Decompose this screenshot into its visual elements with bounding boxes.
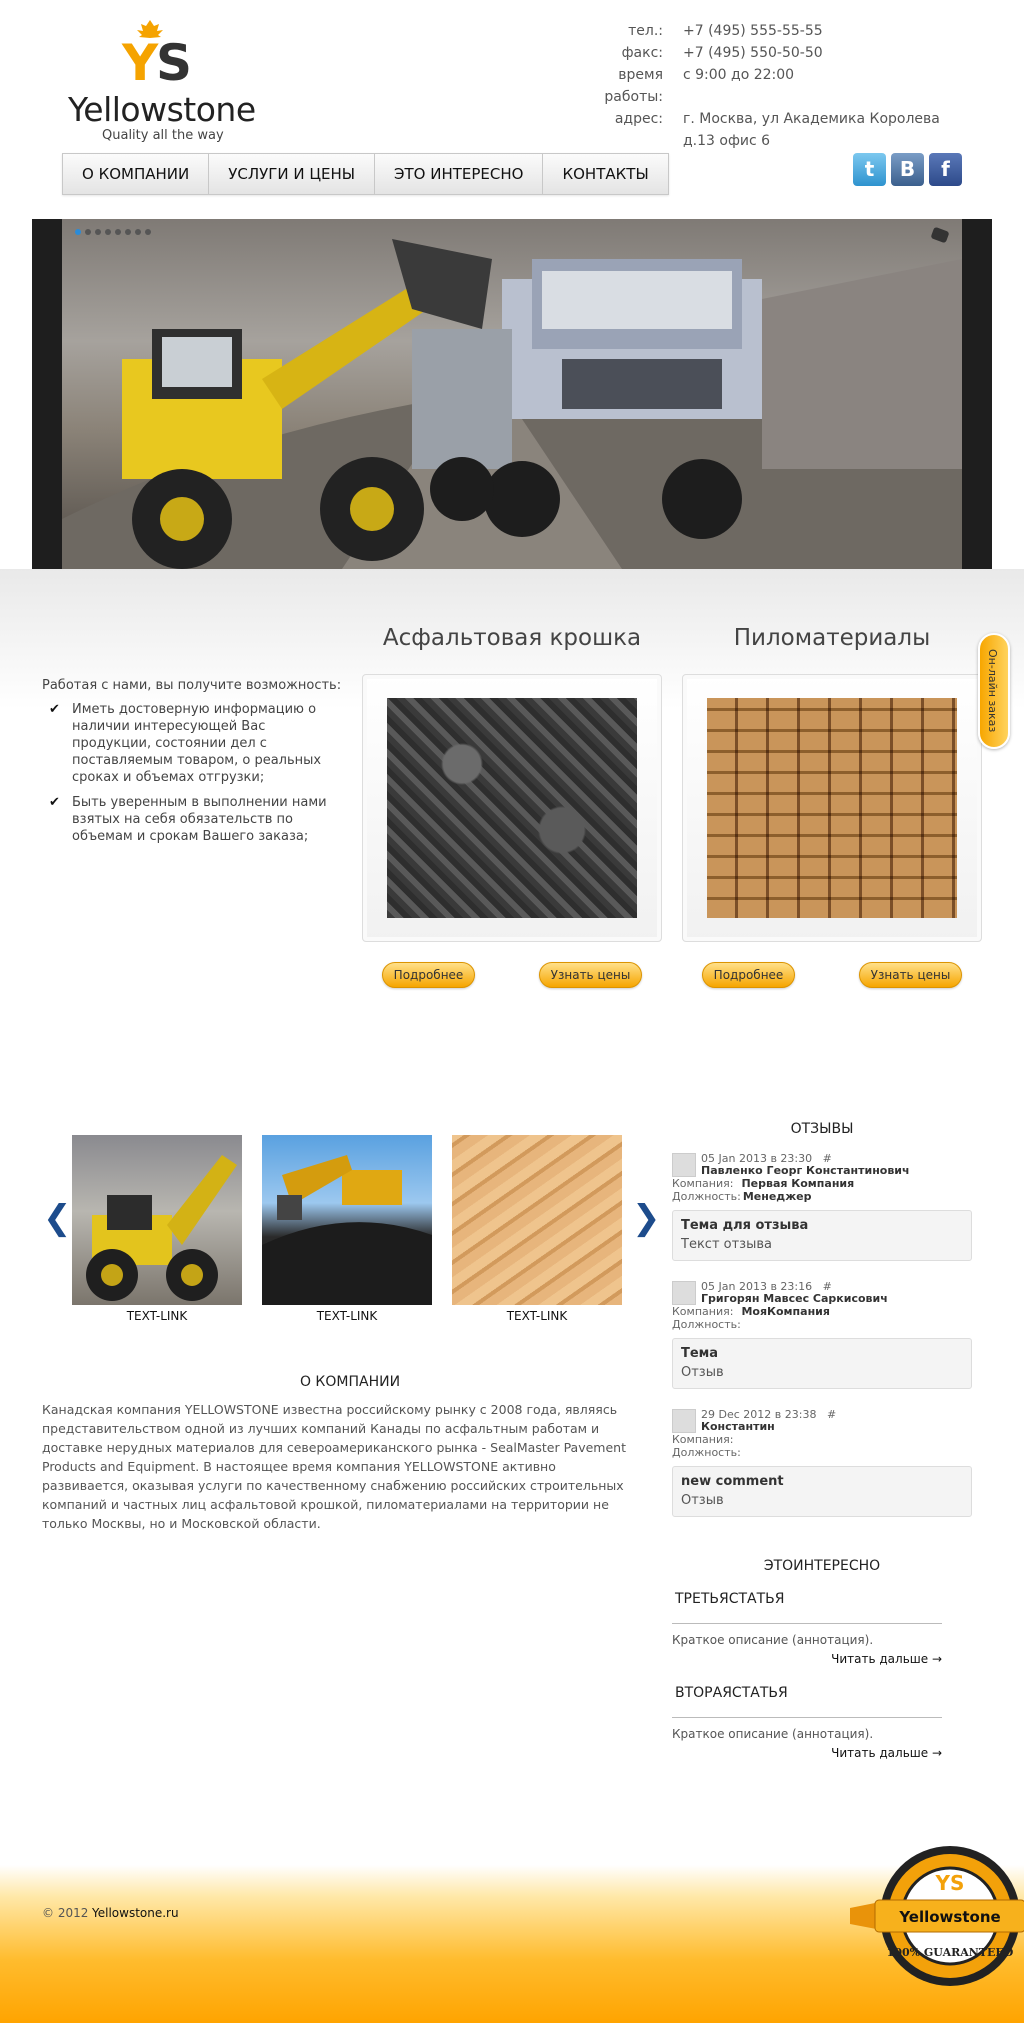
lumber-details-button[interactable]: Подробнее (702, 962, 795, 988)
contact-fax: факс: +7 (495) 550-50-50 (621, 45, 823, 61)
contact-address-line2: д.13 офис 6 (683, 133, 771, 149)
slider-dot[interactable] (75, 229, 81, 235)
facebook-icon[interactable]: f (929, 153, 962, 186)
benefit-item: ✔ Иметь достоверную информацию о наличии интересующей Вас продукции, состоянии дел с поставляемым товаром, о реальных сроках и объемах отгрузки; (42, 701, 347, 786)
gallery-text-link[interactable]: TEXT-LINK (126, 1309, 188, 1323)
asphalt-prices-button[interactable]: Узнать цены (539, 962, 642, 988)
slider-dot[interactable] (105, 229, 111, 235)
slider-dot[interactable] (95, 229, 101, 235)
online-order-tab[interactable]: Он-лайн заказ (978, 633, 1010, 749)
contact-hours: время работы: с 9:00 до 22:00 (604, 67, 795, 105)
slider-dots (75, 229, 151, 235)
avatar (672, 1153, 696, 1177)
check-icon: ✔ (49, 795, 60, 810)
copyright: © 2012 (42, 1906, 89, 1920)
svg-text:Yellowstone: Yellowstone (899, 1908, 1001, 1926)
avatar (672, 1281, 696, 1305)
guarantee-seal-icon (850, 1838, 1024, 1988)
gallery-next-arrow[interactable]: ❯ (632, 1198, 661, 1238)
check-icon: ✔ (49, 702, 60, 717)
slider-dot[interactable] (85, 229, 91, 235)
article-desc: Краткое описание (аннотация). (672, 1727, 874, 1741)
asphalt-image[interactable] (387, 698, 637, 918)
brand-name[interactable]: Yellowstone (68, 90, 256, 129)
gallery-prev-arrow[interactable]: ❮ (43, 1198, 72, 1238)
contact-address: адрес: г. Москва, ул Академика Королева (614, 111, 940, 127)
benefits-block (42, 678, 347, 853)
slider-dot[interactable] (145, 229, 151, 235)
review-header: 29 Dec 2012 в 23:38 # Константин Компания: Должность: (672, 1408, 837, 1459)
product-title-lumber[interactable]: Пиломатериалы (733, 625, 931, 651)
slider-dot[interactable] (115, 229, 121, 235)
read-more-link[interactable]: Читать дальше → (831, 1746, 942, 1760)
nav-about[interactable]: О КОМПАНИИ (63, 154, 209, 194)
slider-dot[interactable] (135, 229, 141, 235)
benefit-item: ✔ Быть уверенным в выполнении нами взятых на себя обязательств по объемам и срокам Вашего заказа; (42, 794, 347, 845)
brand-tagline: Quality all the way (102, 128, 224, 143)
vkontakte-icon[interactable]: B (891, 153, 924, 186)
read-more-link[interactable]: Читать дальше → (831, 1652, 942, 1666)
hero-slide-image (62, 219, 962, 569)
interesting-title: ЭТОИНТЕРЕСНО (763, 1558, 881, 1574)
svg-text:100% GUARANTEED: 100% GUARANTEED (886, 1946, 1014, 1959)
about-title: О КОМПАНИИ (299, 1374, 401, 1390)
article-desc: Краткое описание (аннотация). (672, 1633, 874, 1647)
logo-mark[interactable] (120, 18, 210, 84)
review-body: new comment Отзыв (672, 1466, 972, 1517)
review-body: Тема Отзыв (672, 1338, 972, 1389)
lumber-image[interactable] (707, 698, 957, 918)
svg-text:YS: YS (935, 1871, 965, 1895)
about-text: Канадская компания YELLOWSTONE известна российскому рынку с 2008 года, являясь представительством одной из лучших компаний Канады по асфальтным работам и доставке нерудных материалов для североамериканского рынка - SealMaster Pavement Products and Equipment. В настоящее время компания YELLOWSTONE активно развивается, оказывая услуги по качественному снабжению российских строительных компаний и частных лиц асфальтовой крошкой, пиломатериалами на территории не только Москвы, но и Московской области. (42, 1402, 626, 1531)
svg-text:Y: Y (122, 34, 159, 84)
review-body: Тема для отзыва Текст отзыва (672, 1210, 972, 1261)
benefits-intro: Работая с нами, вы получите возможность: (42, 678, 342, 693)
contact-phone: тел.: +7 (495) 555-55-55 (628, 23, 823, 39)
gallery-thumb-excavator[interactable] (262, 1135, 432, 1305)
review-header: 05 Jan 2013 в 23:16 # Григорян Мавсес Саркисович Компания: МояКомпания Должность: (672, 1280, 888, 1331)
lumber-prices-button[interactable]: Узнать цены (859, 962, 962, 988)
main-nav (62, 153, 669, 195)
nav-services[interactable]: УСЛУГИ И ЦЕНЫ (209, 154, 375, 194)
article-divider (672, 1623, 942, 1624)
gallery-thumb-loader[interactable] (72, 1135, 242, 1305)
nav-interesting[interactable]: ЭТО ИНТЕРЕСНО (375, 154, 543, 194)
asphalt-details-button[interactable]: Подробнее (382, 962, 475, 988)
twitter-icon[interactable]: t (853, 153, 886, 186)
article-divider (672, 1717, 942, 1718)
review-header: 05 Jan 2013 в 23:30 # Павленко Георг Константинович Компания: Первая Компания Должность: Менеджер (672, 1152, 910, 1203)
svg-text:S: S (156, 34, 193, 84)
contact-info (570, 20, 1010, 152)
slider-dot[interactable] (125, 229, 131, 235)
footer-site-link[interactable]: Yellowstone.ru (92, 1906, 179, 1920)
nav-contacts[interactable]: КОНТАКТЫ (562, 165, 649, 183)
reviews-title: ОТЗЫВЫ (790, 1121, 854, 1137)
gallery-text-link[interactable]: TEXT-LINK (506, 1309, 568, 1323)
avatar (672, 1409, 696, 1433)
article-title[interactable]: ТРЕТЬЯСТАТЬЯ (675, 1591, 785, 1607)
product-title-asphalt[interactable]: Асфальтовая крошка (382, 625, 642, 651)
article-title[interactable]: ВТОРАЯСТАТЬЯ (675, 1685, 788, 1701)
gallery-text-link[interactable]: TEXT-LINK (316, 1309, 378, 1323)
gallery-thumb-boards[interactable] (452, 1135, 622, 1305)
